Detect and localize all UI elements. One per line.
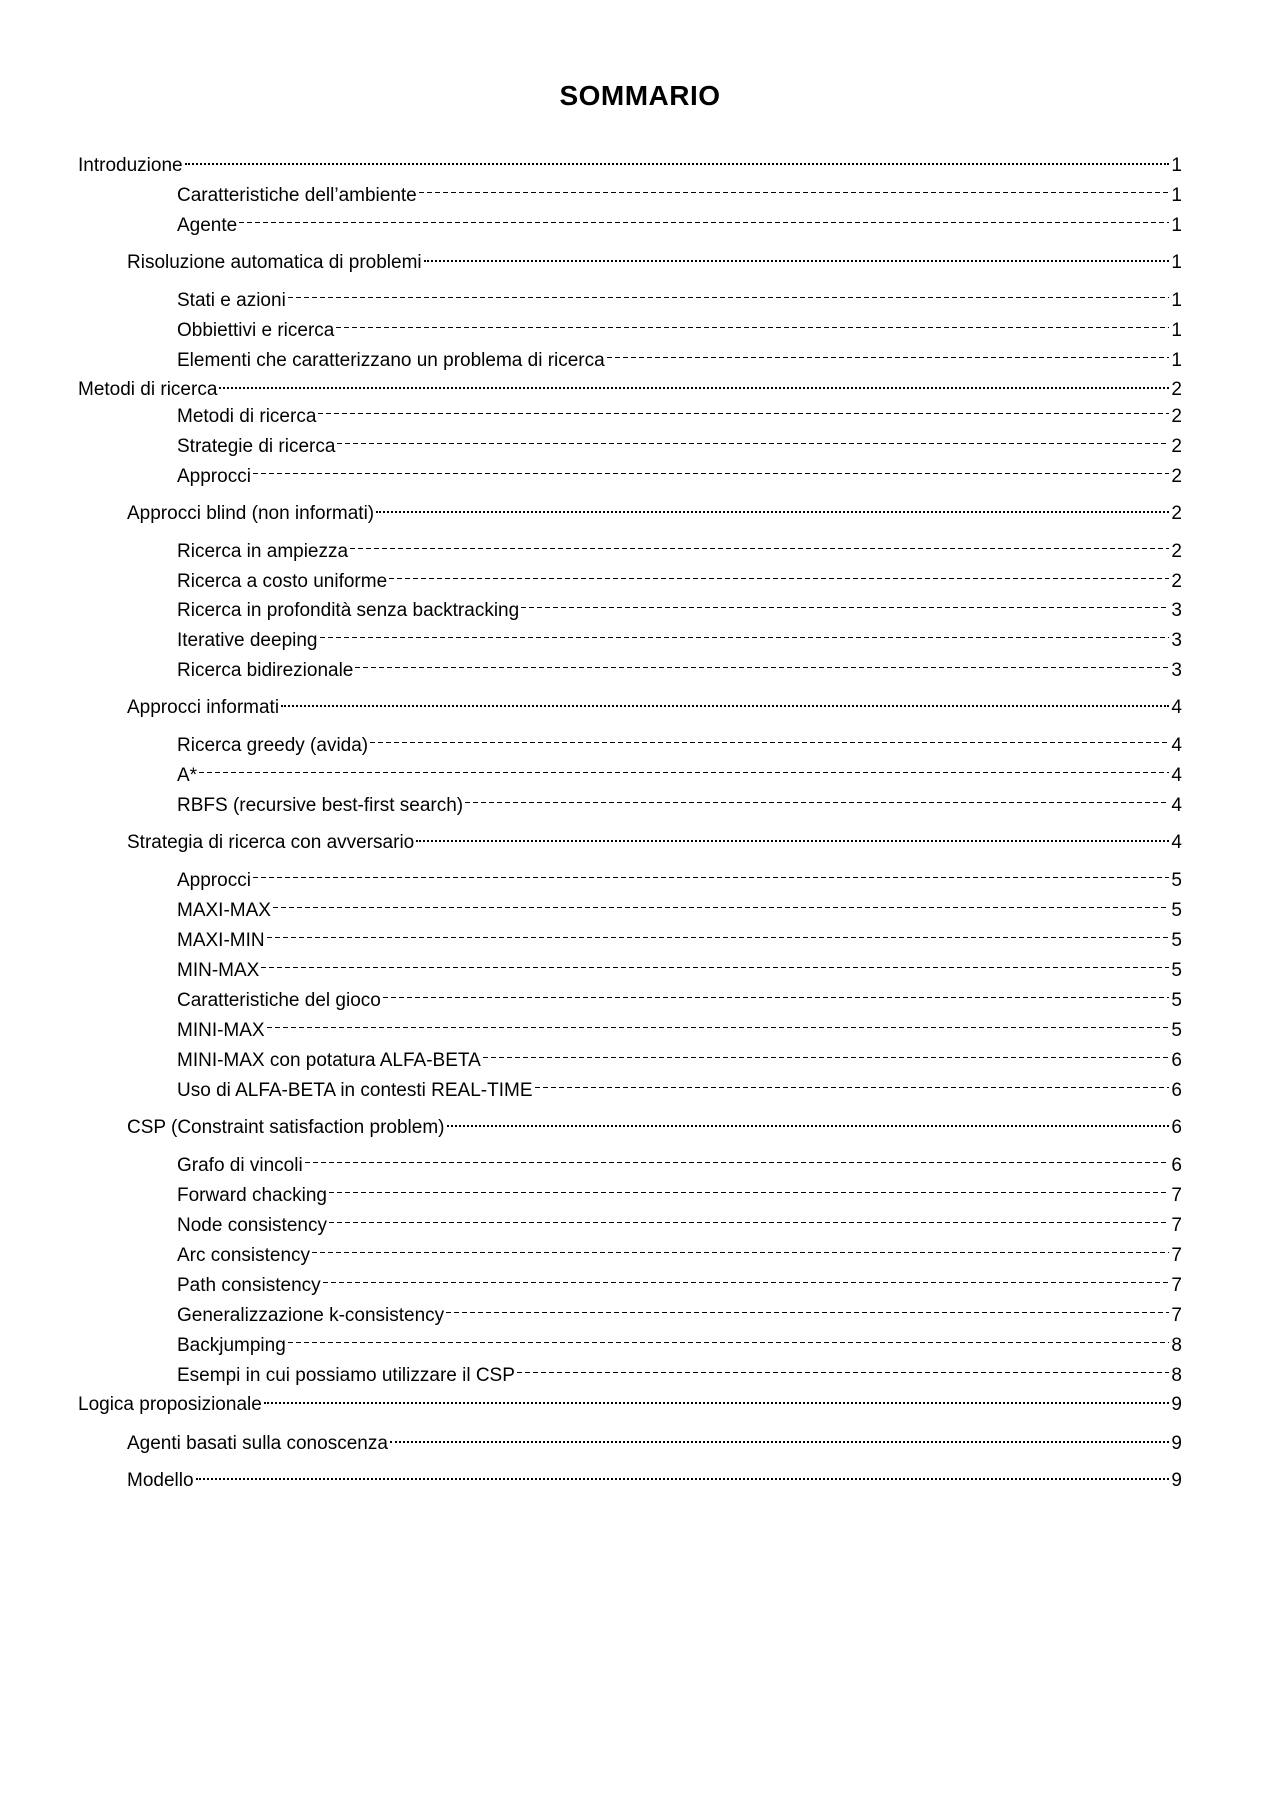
toc-entry[interactable] xyxy=(177,622,1182,653)
toc-entry-label: Risoluzione automatica di problemi xyxy=(127,252,422,273)
toc-entry[interactable] xyxy=(78,1386,1182,1417)
toc-leader xyxy=(446,1297,1169,1321)
toc-entry-label: MAXI-MAX xyxy=(177,900,271,921)
toc-entry[interactable] xyxy=(177,1072,1182,1103)
toc-leader xyxy=(264,1386,1170,1410)
toc-entry[interactable] xyxy=(177,592,1182,623)
toc-page-number: 5 xyxy=(1171,1020,1182,1041)
toc-leader xyxy=(196,1462,1170,1486)
toc-leader xyxy=(521,592,1169,616)
toc-leader xyxy=(370,727,1169,751)
toc-leader xyxy=(389,563,1169,587)
toc-entry[interactable] xyxy=(177,458,1182,489)
toc-leader xyxy=(390,1425,1170,1449)
toc-page-number: 3 xyxy=(1171,660,1182,681)
toc-entry[interactable] xyxy=(177,1327,1182,1358)
toc-page-number: 6 xyxy=(1171,1155,1182,1176)
toc-entry-label: Approcci blind (non informati) xyxy=(127,503,375,524)
toc-entry-label: Caratteristiche del gioco xyxy=(177,990,381,1011)
toc-leader xyxy=(329,1207,1169,1231)
toc-entry[interactable] xyxy=(177,1177,1182,1208)
toc-leader xyxy=(253,862,1170,886)
toc-entry-label: Arc consistency xyxy=(177,1245,311,1266)
toc-entry-label: Approcci xyxy=(177,466,251,487)
page-title: SOMMARIO xyxy=(559,80,721,111)
toc-entry[interactable] xyxy=(177,1147,1182,1178)
toc-entry-label: Approcci informati xyxy=(127,697,280,718)
toc-entry[interactable] xyxy=(177,727,1182,758)
toc-leader xyxy=(199,757,1169,781)
toc-entry[interactable] xyxy=(177,563,1182,594)
toc-leader xyxy=(253,458,1170,482)
toc-leader xyxy=(350,533,1169,557)
toc-entry[interactable] xyxy=(177,1267,1182,1298)
toc-leader xyxy=(318,398,1169,422)
toc-entry-label: Backjumping xyxy=(177,1335,286,1356)
toc-entry-label: Strategia di ricerca con avversario xyxy=(127,832,415,853)
toc-page-number: 4 xyxy=(1171,697,1182,718)
toc-page-number: 2 xyxy=(1171,503,1182,524)
toc-leader xyxy=(273,892,1169,916)
toc-page-number: 9 xyxy=(1171,1470,1182,1491)
toc-entry[interactable] xyxy=(177,982,1182,1013)
toc-leader xyxy=(267,1012,1170,1036)
toc-entry-label: CSP (Constraint satisfaction problem) xyxy=(127,1117,445,1138)
toc-entry-label: Node consistency xyxy=(177,1215,327,1236)
toc-leader xyxy=(376,495,1169,519)
toc-entry[interactable] xyxy=(127,495,1182,526)
toc-entry[interactable] xyxy=(177,922,1182,953)
toc-entry[interactable] xyxy=(177,282,1182,313)
toc-page-number: 5 xyxy=(1171,870,1182,891)
toc-entry[interactable] xyxy=(177,952,1182,983)
toc-page-number: 7 xyxy=(1171,1275,1182,1296)
toc-page-number: 6 xyxy=(1171,1050,1182,1071)
toc-page-number: 3 xyxy=(1171,600,1182,621)
toc-leader xyxy=(329,1177,1169,1201)
toc-page-number: 6 xyxy=(1171,1117,1182,1138)
toc-entry-label: Logica proposizionale xyxy=(78,1394,262,1415)
toc-entry-label: A* xyxy=(177,765,198,786)
toc-page-number: 7 xyxy=(1171,1305,1182,1326)
toc-entry-label: Forward chacking xyxy=(177,1185,327,1206)
toc-leader xyxy=(219,371,1169,395)
toc-entry[interactable] xyxy=(177,787,1182,818)
toc-page-number: 9 xyxy=(1171,1394,1182,1415)
toc-entry-label: MAXI-MIN xyxy=(177,930,265,951)
toc-entry[interactable] xyxy=(127,1109,1182,1140)
toc-page-number: 5 xyxy=(1171,990,1182,1011)
toc-entry-label: Generalizzazione k-consistency xyxy=(177,1305,445,1326)
toc-page-number: 7 xyxy=(1171,1185,1182,1206)
toc-leader xyxy=(355,652,1169,676)
toc-leader xyxy=(239,207,1169,231)
toc-page-number: 7 xyxy=(1171,1245,1182,1266)
toc-entry-label: Metodi di ricerca xyxy=(177,406,317,427)
toc-entry-label: Strategie di ricerca xyxy=(177,436,336,457)
toc-entry-label: MINI-MAX con potatura ALFA-BETA xyxy=(177,1050,481,1071)
toc-leader xyxy=(447,1109,1170,1133)
toc-entry-label: Modello xyxy=(127,1470,194,1491)
toc-page-number: 8 xyxy=(1171,1335,1182,1356)
toc-page-number: 1 xyxy=(1171,185,1182,206)
toc-entry[interactable] xyxy=(177,398,1182,429)
toc-entry-label: Uso di ALFA-BETA in contesti REAL-TIME xyxy=(177,1080,533,1101)
toc-entry[interactable] xyxy=(127,1462,1182,1493)
toc-leader xyxy=(517,1357,1170,1381)
toc-entry[interactable] xyxy=(177,533,1182,564)
toc-leader xyxy=(336,312,1169,336)
toc-page-number: 1 xyxy=(1171,252,1182,273)
toc-entry-label: Ricerca in ampiezza xyxy=(177,541,349,562)
toc-entry-label: Approcci xyxy=(177,870,251,891)
toc-page-number: 2 xyxy=(1171,541,1182,562)
toc-entry-label: Caratteristiche dell’ambiente xyxy=(177,185,417,206)
toc-page-number: 1 xyxy=(1171,215,1182,236)
toc-entry[interactable] xyxy=(177,862,1182,893)
toc-entry[interactable] xyxy=(177,1207,1182,1238)
toc-entry[interactable] xyxy=(177,1012,1182,1043)
toc-entry[interactable] xyxy=(177,207,1182,238)
toc-entry-label: Stati e azioni xyxy=(177,290,286,311)
toc-page-number: 6 xyxy=(1171,1080,1182,1101)
toc-page-number: 1 xyxy=(1171,320,1182,341)
toc-entry[interactable] xyxy=(177,757,1182,788)
toc-leader xyxy=(185,147,1170,171)
toc-entry[interactable] xyxy=(127,1425,1182,1456)
toc-entry-label: Ricerca a costo uniforme xyxy=(177,571,388,592)
toc-page-number: 9 xyxy=(1171,1433,1182,1454)
toc-page-number: 2 xyxy=(1171,379,1182,400)
toc-entry-label: Introduzione xyxy=(78,155,183,176)
toc-leader xyxy=(320,622,1170,646)
toc-entry-label: Agenti basati sulla conoscenza xyxy=(127,1433,388,1454)
toc-entry-label: Elementi che caratterizzano un problema di ricerca xyxy=(177,350,605,371)
toc-leader xyxy=(288,1327,1170,1351)
toc-page-number: 4 xyxy=(1171,832,1182,853)
toc-entry-label: RBFS (recursive best-first search) xyxy=(177,795,464,816)
toc-entry[interactable] xyxy=(127,689,1182,720)
toc-leader xyxy=(281,689,1169,713)
toc-page-number: 2 xyxy=(1171,406,1182,427)
toc-entry[interactable] xyxy=(127,824,1182,855)
toc-entry[interactable] xyxy=(177,428,1182,459)
toc-entry-label: MIN-MAX xyxy=(177,960,260,981)
toc-page-number: 1 xyxy=(1171,290,1182,311)
toc-leader xyxy=(288,282,1170,306)
toc-page-number: 4 xyxy=(1171,795,1182,816)
toc-leader xyxy=(416,824,1169,848)
toc-leader xyxy=(337,428,1169,452)
toc-page-number: 8 xyxy=(1171,1365,1182,1386)
toc-entry-label: Agente xyxy=(177,215,238,236)
toc-page-number: 1 xyxy=(1171,350,1182,371)
toc-page-number: 2 xyxy=(1171,466,1182,487)
toc-entry-label: Iterative deeping xyxy=(177,630,318,651)
toc-entry-label: MINI-MAX xyxy=(177,1020,265,1041)
toc-entry[interactable] xyxy=(177,892,1182,923)
toc-entry-label: Esempi in cui possiamo utilizzare il CSP xyxy=(177,1365,515,1386)
toc-leader xyxy=(535,1072,1170,1096)
toc-leader xyxy=(383,982,1170,1006)
toc-entry[interactable] xyxy=(177,342,1182,373)
toc-entry[interactable] xyxy=(177,177,1182,208)
toc-entry-label: Obbiettivi e ricerca xyxy=(177,320,335,341)
toc-leader xyxy=(607,342,1170,366)
toc-page-number: 1 xyxy=(1171,155,1182,176)
toc-page-number: 5 xyxy=(1171,930,1182,951)
toc-entry-label: Metodi di ricerca xyxy=(78,379,218,400)
toc-page-number: 2 xyxy=(1171,436,1182,457)
toc-entry[interactable] xyxy=(177,312,1182,343)
toc-entry-label: Grafo di vincoli xyxy=(177,1155,303,1176)
toc-page-number: 4 xyxy=(1171,765,1182,786)
toc-leader xyxy=(419,177,1170,201)
toc-leader xyxy=(483,1042,1170,1066)
toc-leader xyxy=(267,922,1170,946)
toc-page-number: 7 xyxy=(1171,1215,1182,1236)
toc-leader xyxy=(424,244,1170,268)
toc-entry[interactable] xyxy=(177,652,1182,683)
toc-entry[interactable] xyxy=(78,147,1182,178)
toc-entry-label: Ricerca greedy (avida) xyxy=(177,735,369,756)
toc-entry[interactable] xyxy=(177,1042,1182,1073)
toc-page-number: 5 xyxy=(1171,900,1182,921)
toc-page-number: 3 xyxy=(1171,630,1182,651)
toc-leader xyxy=(323,1267,1170,1291)
toc-entry-label: Ricerca in profondità senza backtracking xyxy=(177,600,520,621)
toc-leader xyxy=(465,787,1169,811)
toc-page-number: 2 xyxy=(1171,571,1182,592)
toc-leader xyxy=(305,1147,1170,1171)
toc-page-number: 5 xyxy=(1171,960,1182,981)
toc-entry[interactable] xyxy=(177,1357,1182,1388)
toc-entry-label: Path consistency xyxy=(177,1275,321,1296)
toc-leader xyxy=(261,952,1169,976)
toc-page-number: 4 xyxy=(1171,735,1182,756)
toc-leader xyxy=(312,1237,1169,1261)
toc-entry[interactable] xyxy=(177,1237,1182,1268)
toc-entry[interactable] xyxy=(177,1297,1182,1328)
toc-entry-label: Ricerca bidirezionale xyxy=(177,660,354,681)
toc-entry[interactable] xyxy=(127,244,1182,275)
